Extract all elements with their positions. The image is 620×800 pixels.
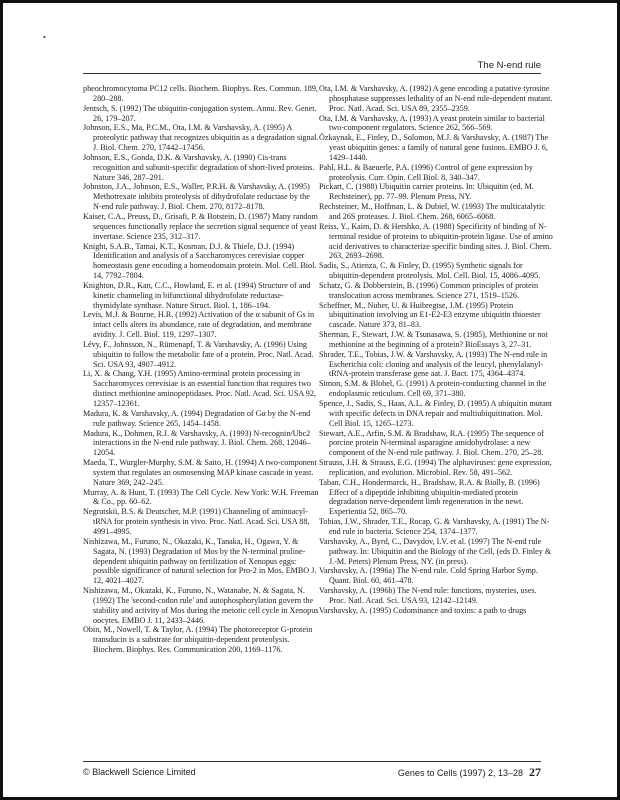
reference-entry: Jentsch, S. (1992) The ubiquitin-conjugation system. Annu. Rev. Genet. 26, 179–207. [83, 103, 317, 123]
header-rule [83, 73, 541, 74]
reference-entry: Varshavsky, A., Byrd, C., Davydov, I.V. et al. (1997) The N-end rule pathway. In: Ubiquitin and the Biology of the Cell, (eds D. Finley & J.-M. Peters) Plenum Press, NY. (in press). [319, 536, 552, 566]
reference-entry: Li, X. & Chang, Y.H. (1995) Amino-terminal protein processing in Saccharomyces cerevisiae is an essential function that requires two distinct methionine aminopeptidases. Proc. Natl. Acad. Sci. USA 92, 12357–12361. [83, 369, 316, 408]
reference-entry: Knighton, D.R., Kan, C.C., Howland, E. et al. (1994) Structure of and kinetic channeling in bifunctional dihydrofolate reductase-thymidylate synthase. Nature Struct. Biol. 1, 186–194. [83, 280, 311, 310]
running-title: The N-end rule [477, 60, 541, 71]
reference-entry: Murray, A. & Hunt, T. (1993) The Cell Cycle. New York: W.H. Freeman & Co., pp. 60–62. [83, 487, 319, 507]
reference-entry: Varshavsky, A. (1996a) The N-end rule. Cold Spring Harbor Symp. Quant. Biol. 60, 461–478. [319, 566, 538, 586]
reference-column-left [83, 84, 319, 655]
footer-rule [83, 761, 541, 762]
reference-entry: Taban, C.H., Hondermarck, H., Bradshaw, R.A. & Biolly, B. (1996) Effect of a dipeptide inhibiting ubiquitin-mediated protein degradation nerve-dependent limb regeneration in the newt. Experientia 52, 865–70. [319, 477, 540, 517]
reference-entry: Scheffner, M., Nuber, U. & Huibregtse, J.M. (1995) Protein ubiquitination involving an E1-E2-E3 enzyme ubiquitin thioester cascade. Nature 373, 81–83. [319, 300, 541, 330]
reference-entry: Tobias, J.W., Shrader, T.E., Rocap, G. & Varshavsky, A. (1991) The N-end rule in bacteria. Science 254, 1374–1377. [319, 517, 550, 536]
reference-entry: Johnson, E.S., Gonda, D.K. & Varshavsky, A. (1990) Cis-trans recognition and subunit-specific degradation of short-lived proteins. Nature 346, 287–291. [83, 152, 315, 182]
reference-entry: Negrutskii, B.S. & Deutscher, M.P. (1991) Channeling of aminoacyl-tRNA for protein synthesis in vivo. Proc. Natl. Acad. Sci. USA 88, 4991–4995. [83, 507, 310, 536]
reference-entry: Lévy, F., Johnsson, N., Rümenapf, T. & Varshavsky, A. (1996) Using ubiquitin to follow the metabolic fate of a protein. Proc. Natl. Acad. Sci. USA 93, 4907–4912. [83, 339, 314, 369]
copyright: © Blackwell Science Limited [83, 767, 196, 777]
reference-entry: Madura, K. & Varshavsky, A. (1994) Degradation of Gα by the N-end rule pathway. Science 265, 1454–1458. [83, 408, 311, 428]
reference-entry: Maeda, T., Wurgler-Murphy, S.M. & Saito, H. (1994) A two-component system that regulates an osmosensing MAP kinase cascade in yeast. Nature 369, 242–245. [83, 458, 317, 487]
bullet-mark: • [43, 33, 46, 42]
reference-entry: Kaiser, C.A., Preuss, D., Grisafi, P. & Botstein, D. (1987) Many random sequences functionally replace the secretion signal sequence of yeast invertase. Science 235, 312–317. [83, 211, 318, 241]
reference-entry: Stewart, A.E., Arfin, S.M. & Bradshaw, R.A. (1995) The sequence of porcine protein N-terminal asparagine amidohydrolase: a new component of the N-end rule pathway. J. Biol. Chem. 270, 25–28. [319, 428, 544, 458]
reference-entry: Obin, M., Nowell, T. & Taylor, A. (1994) The photoreceptor G-protein transducin is a substrate for ubiquitin-dependent proteolysis. Biochem. Biophys. Res. Communication 200, 1169–1176. [83, 625, 313, 655]
reference-entry: Ota, I.M. & Varshavsky, A. (1992) A gene encoding a putative tyrosine phosphatase suppresses lethality of an N-end rule-dependent mutant. Proc. Natl. Acad. Sci. USA 89, 2355–2359. [319, 84, 553, 113]
reference-entry: Varshavsky, A. (1996b) The N-end rule: functions, mysteries, uses. Proc. Natl. Acad. Sci. USA 93, 12142–12149. [319, 586, 537, 605]
reference-entry: Johnson, E.S., Ma, P.C.M., Ota, I.M. & Varshavsky, A. (1995) A proteolytic pathway that recognizes ubiquitin as a degradation signal. J. Biol. Chem. 270, 17442–17456. [83, 123, 319, 153]
reference-entry: Shrader, T.E., Tobias, J.W. & Varshavsky, A. (1993) The N-end rule in Escherichia coli: cloning and analysis of the leucyl, phenylalanyl-tRNA-protein transferase gene aat. J. Bact. 175, 4364–4374. [319, 349, 548, 379]
reference-entry: Reiss, Y., Kaim, D. & Hershko, A. (1988) Specificity of binding of N-terminal residue of proteins to ubiquitin-protein ligase. Use of amino acid derivatives to characterize specific binding sites. J. Biol. Chem. 263, 2693–2698. [319, 221, 553, 261]
reference-entry: Pickart, C. (1988) Ubiquitin carrier proteins. In: Ubiquitin (ed. M. Rechsteiner), pp. 77–99. Plenum Press, NY. [319, 182, 534, 202]
reference-entry: Rechsteiner, M., Hoffman, L. & Dubiel, W. (1993) The multicatalytic and 26S proteases. J. Biol. Chem. 268, 6065–6068. [319, 202, 545, 221]
reference-entry: Sherman, F., Stewart, J.W. & Tsunasawa, S. (1985), Methionine or not methionine at the beginning of a protein? BioEssays 3, 27–31. [319, 330, 548, 349]
reference-entry: Madura, K., Dohmen, R.J. & Varshavsky, A. (1993) N-recognin/Ubc2 interactions in the N-end rule pathway. J. Biol. Chem. 268, 12046–12054. [83, 428, 311, 458]
page-number: 27 [529, 765, 541, 779]
reference-entry: Nishizawa, M., Furuno, N., Okazaki, K., Tanaka, H., Ogawa, Y. & Sagata, N. (1993) Degradation of Mos by the N-terminal proline-dependent ubiquitin pathway on fertilization of Xenopus eggs: possible significance of natural selection for Pro-2 in Mos. EMBO J. 12, 4021–4027. [83, 536, 317, 586]
reference-entry: pheochromocytoma PC12 cells. Biochem. Biophys. Res. Commun. 189, 280–288. [83, 84, 318, 103]
reference-entry: Özkaynak, E., Finley, D., Solomon, M.J. & Varshavsky, A. (1987) The yeast ubiquitin genes: a family of natural gene fusions. EMBO J. 6, 1429–1440. [319, 133, 549, 162]
reference-entry: Spence, J., Sadis, S., Haas, A.L. & Finley, D. (1995) A ubiquitin mutant with specific defects in DNA repair and multiubiquitination. Mol. Cell Biol. 15, 1265–1273. [319, 399, 553, 428]
journal-info: Genes to Cells (1997) 2, 13–28 [397, 768, 523, 778]
reference-entry: Ota, I.M. & Varshavsky, A. (1993) A yeast protein similar to bacterial two-component regulators. Science 262, 566–569. [319, 113, 545, 133]
reference-entry: Sadis, S., Atienza, C. & Finley, D. (1995) Synthetic signals for ubiquitin-dependent proteolysis. Mol. Cell. Biol. 15, 4086–4095. [319, 261, 541, 281]
reference-entry: Strauss, J.H. & Strauss, E.G. (1994) The alphaviruses: gene expression, replication, and evolution. Microbiol. Rev. 58, 491–562. [319, 458, 552, 477]
reference-entry: Johnston, J.A., Johnson, E.S., Waller, P.R.H. & Varshavsky, A. (1995) Methotrexate inhibits proteolysis of dihydrofolate reductase by the N-end rule pathway. J. Biol. Chem. 270, 8172–8178. [83, 182, 310, 212]
reference-entry: Simon, S.M. & Blobel, G. (1991) A protein-conducting channel in the endoplasmic reticulum. Cell 69, 371–380. [319, 379, 547, 399]
reference-entry: Nishizawa, M., Okazaki, K., Furuno, N., Watanabe, N. & Sagata, N. (1992) The 'second-codon rule' and autophosphorylation govern the stability and activity of Mos during the meiotic cell cycle in Xenopus oocytes. EMBO J. 11, 2433–2446. [83, 586, 319, 625]
journal-citation [398, 765, 541, 780]
reference-entry: Knight, S.A.B., Tamai, K.T., Kosman, D.J. & Thiele, D.J. (1994) Identification and analysis of a Saccharomyces cerevisiae copper homeostasis gene encoding a homeodomain protein. Mol. Cell. Biol. 14, 7792–7804. [83, 241, 317, 281]
reference-entry: Pahl, H.L. & Baeuerle, P.A. (1996) Control of gene expression by proteolysis. Curr. Opin. Cell Biol. 8, 340–347. [319, 162, 533, 182]
reference-entry: Varshavsky, A. (1995) Codominance and toxins: a path to drugs [319, 605, 527, 615]
reference-entry: Levis, M.J. & Bourne, H.R. (1992) Activation of the α subunit of Gs in intact cells alters its abundance, rate of degradation, and membrane avidity. J. Cell. Biol. 119, 1297–1307. [83, 310, 315, 340]
reference-column-right [319, 84, 555, 616]
reference-entry: Schatz, G. & Dobberstein, B. (1996) Common principles of protein translocation across membranes. Science 271, 1519–1526. [319, 280, 539, 300]
